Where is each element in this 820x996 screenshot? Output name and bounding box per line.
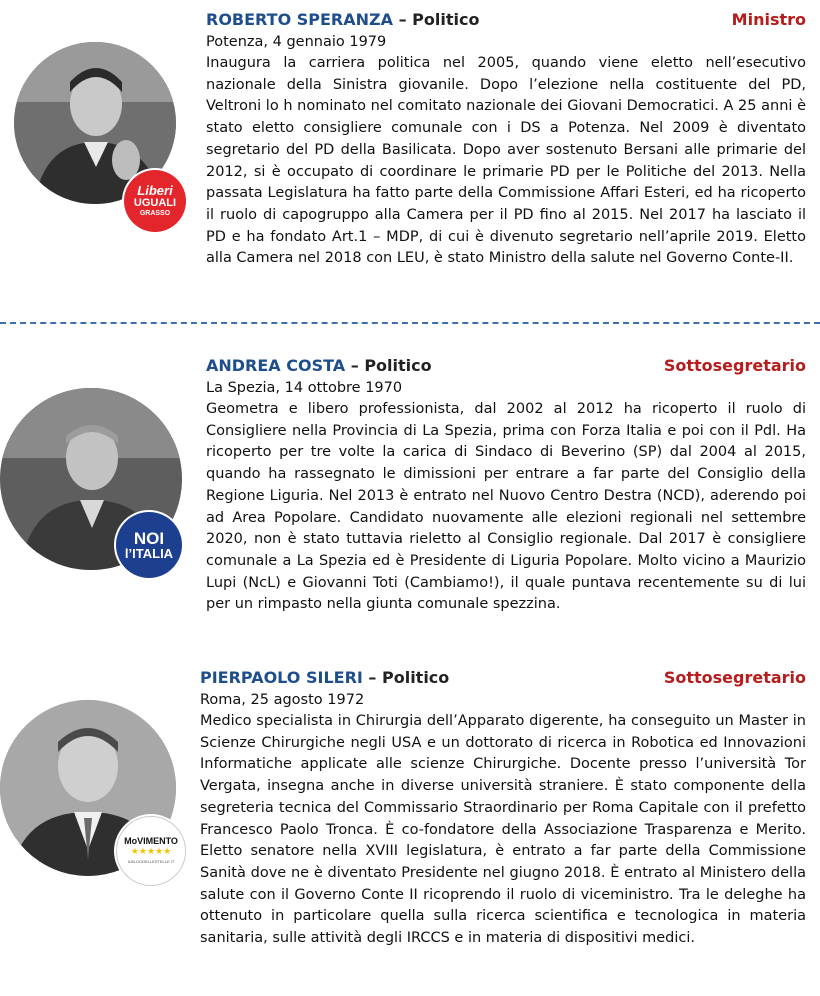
party-logo-text: GRASSO: [139, 209, 171, 217]
office-title: Ministro: [731, 10, 806, 29]
person-name: ROBERTO SPERANZA: [206, 10, 393, 29]
section-divider: [0, 322, 820, 324]
office-title: Sottosegretario: [663, 356, 806, 375]
party-logo-text: UGUALI: [133, 196, 177, 209]
birth-info: Potenza, 4 gennaio 1979: [206, 34, 387, 50]
biography: Inaugura la carriera politica nel 2005, quando viene eletto nell’esecutivo nazionale della Sinistra giovanile. Dopo l’elezione nella costituente del PD, Veltroni lo h nominato nel comitato nazionale dei Giovani Democratici. A 25 anni è stato eletto consigliere comunale con i DS a Potenza. Nel 2009 è diventato segretario del PD della Basilicata. Dopo aver sostenuto Bersani alle primarie del 2012, si è occupato di coordinare le primarie PD per le Politiche del 2013. Nella passata Legislatura ha fatto parte della Commissione Affari Esteri, ed ha ricoperto il ruolo di capogruppo alla Camera per il PD fino al 2015. Nel 2017 ha lasciato il PD e ha fondato Art.1 – MDP, di cui è divenuto segretario nell’aprile 2019. Eletto alla Camera nel 2018 con LEU, è stato Ministro della salute nel Governo Conte-II.: [206, 55, 806, 267]
party-logo-badge: [124, 170, 186, 232]
biography: Medico specialista in Chirurgia dell’Apparato digerente, ha conseguito un Master in Scienze Chirurgiche negli USA e un dottorato di ricerca in Robotica ed Innovazioni Informatiche applicate alle scienze Chirurgiche. Docente presso l’università Tor Vergata, insegna anche in diverse università straniere. È stato componente della segreteria tecnica del Commissario Straordinario per Roma Capitale con il prefetto Francesco Paolo Tronca. È co-fondatore della Associazione Trasparenza e Merito. Eletto senatore nella XVIII legislatura, è entrato a far parte della Commissione Sanità dove ne è diventato Presidente nel giugno 2018. È entrato al Ministero della salute con il Governo Conte II ricoprendo il ruolo di viceministro. Tra le deleghe ha ottenuto in particolare quella sulla ricerca scientifica e tecnologica in materia sanitaria, sulle attività degli IRCCS e in materia di dispositivi medici.: [200, 713, 806, 947]
party-logo-badge: [116, 512, 182, 578]
party-logo-stars: ★★★★★: [130, 847, 172, 857]
portrait-with-logo: [0, 388, 185, 588]
portrait-with-logo: [0, 700, 185, 900]
role-label: – Politico: [362, 668, 450, 687]
profile-header: [206, 10, 806, 32]
person-name: PIERPAOLO SILERI: [200, 668, 363, 687]
biography: Geometra e libero professionista, dal 2002 al 2012 ha ricoperto il ruolo di Consigliere nella Provincia di La Spezia, prima con Forza Italia e poi con il Pdl. Ha ricoperto per tre volte la carica di Sindaco di Beverino (SP) dal 2004 al 2015, quando ha rassegnato le dimissioni per entrare a far parte del Consiglio della Regione Liguria. Nel 2013 è entrato nel Nuovo Centro Destra (NCD), aderendo poi ad Area Popolare. Candidato nuovamente alle elezioni regionali nel settembre 2020, non è stato tuttavia rieletto al Consiglio regionale. Dal 2017 è consigliere comunale a La Spezia ed è Presidente di Liguria Popolare. Molto vicino a Maurizio Lupi (NcL) e Giovanni Toti (Cambiamo!), il quale puntava recentemente su di lui per un rimpasto nella giunta comunale spezzina.: [206, 401, 806, 613]
party-logo-text: l’ITALIA: [124, 545, 174, 561]
role-label: – Politico: [393, 10, 480, 29]
birth-info: Roma, 25 agosto 1972: [200, 692, 365, 708]
office-title: Sottosegretario: [663, 668, 806, 687]
party-logo-text: MoVIMENTO: [124, 836, 178, 846]
person-name: ANDREA COSTA: [206, 356, 346, 375]
birth-info: La Spezia, 14 ottobre 1970: [206, 380, 403, 396]
party-logo-badge: [116, 816, 186, 886]
role-label: – Politico: [345, 356, 432, 375]
party-logo-text: NOI: [133, 528, 165, 548]
portrait-with-logo: [14, 42, 184, 242]
party-logo-text: Liberi: [137, 182, 173, 198]
party-logo-text: ILBLOGDELLESTELLE.IT: [127, 859, 175, 864]
